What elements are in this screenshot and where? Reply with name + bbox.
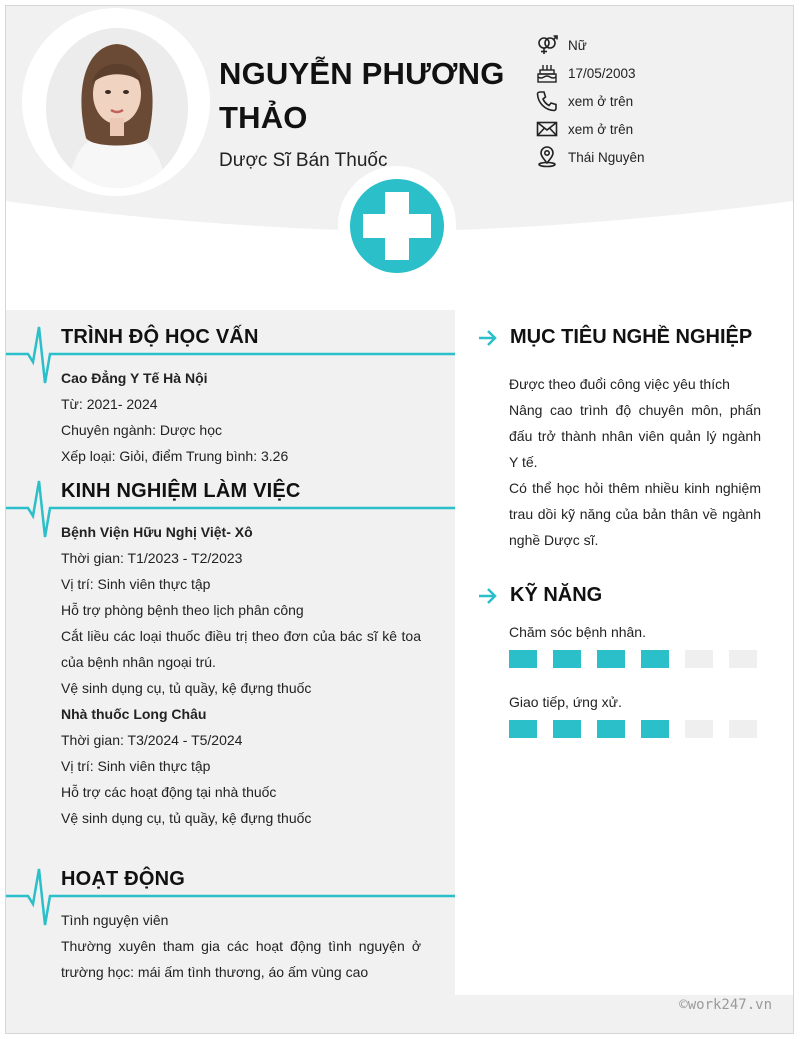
skill-bar-filled [597, 720, 625, 738]
envelope-icon [536, 118, 568, 140]
education-major: Chuyên ngành: Dược học [61, 422, 222, 438]
objective-title: MỤC TIÊU NGHỀ NGHIỆP [510, 326, 753, 348]
job-time: Thời gian: T1/2023 - T2/2023 [61, 550, 243, 566]
arrow-right-icon [478, 329, 498, 347]
birthday-value: 17/05/2003 [568, 65, 636, 81]
skill-bar-filled [641, 720, 669, 738]
skill-bar-filled [509, 720, 537, 738]
job-position: Vị trí: Sinh viên thực tập [61, 758, 211, 774]
objective-line: Nâng cao trình độ chuyên môn, phấn đấu trở thành nhân viên quản lý ngành Y tế. [509, 402, 761, 470]
address-value: Thái Nguyên [568, 149, 645, 165]
education-school: Cao Đẳng Y Tế Hà Nội [61, 370, 208, 386]
job-title: Dược Sĩ Bán Thuốc [219, 150, 388, 171]
job-time: Thời gian: T3/2024 - T5/2024 [61, 732, 243, 748]
info-address [536, 143, 786, 171]
gender-icon [536, 34, 568, 56]
email-value: xem ở trên [568, 121, 634, 137]
job-duty: Hỗ trợ phòng bệnh theo lịch phân công [61, 602, 304, 618]
activity-description: Thường xuyên tham gia các hoạt động tình nguyện ở trường học: mái ấm tình thương, áo ấm vùng cao [61, 938, 421, 980]
job-company: Bệnh Viện Hữu Nghị Việt- Xô [61, 524, 253, 540]
watermark: ©work247.vn [679, 997, 772, 1013]
info-gender [536, 31, 786, 59]
objective-line: Có thể học hỏi thêm nhiều kinh nghiệm trau dồi kỹ năng của bản thân về ngành nghề Dược sĩ. [509, 480, 761, 548]
skill-bar-empty [685, 650, 713, 668]
skill-bar-filled [597, 650, 625, 668]
info-phone [536, 87, 786, 115]
job-position: Vị trí: Sinh viên thực tập [61, 576, 211, 592]
activities-title: HOẠT ĐỘNG [61, 868, 186, 890]
job-company: Nhà thuốc Long Châu [61, 706, 207, 722]
objective-line: Được theo đuổi công việc yêu thích [509, 376, 730, 392]
skills-title: KỸ NĂNG [510, 584, 603, 606]
job-duty: Vệ sinh dụng cụ, tủ quầy, kệ đựng thuốc [61, 680, 312, 696]
location-pin-icon [536, 146, 568, 168]
job-duty: Cắt liều các loại thuốc điều trị theo đơn của bác sĩ kê toa của bệnh nhân ngoại trú. [61, 628, 421, 670]
skill-bar-filled [509, 650, 537, 668]
job-duty: Hỗ trợ các hoạt động tại nhà thuốc [61, 784, 277, 800]
skill-bar-empty [729, 720, 757, 738]
skill-rating [509, 650, 773, 668]
education-title: TRÌNH ĐỘ HỌC VẤN [61, 326, 259, 348]
skill-rating [509, 720, 773, 738]
phone-value: xem ở trên [568, 93, 634, 109]
education-period: Từ: 2021- 2024 [61, 396, 158, 412]
activity-role: Tình nguyện viên [61, 912, 169, 928]
job-duty: Vệ sinh dụng cụ, tủ quầy, kệ đựng thuốc [61, 810, 312, 826]
candidate-name: NGUYỄN PHƯƠNG THẢO [219, 56, 505, 135]
info-birthday [536, 59, 786, 87]
arrow-right-icon [478, 587, 498, 605]
skill-bar-empty [685, 720, 713, 738]
footer-band [6, 995, 793, 1033]
skill-bar-empty [729, 650, 757, 668]
skill-name: Chăm sóc bệnh nhân. [509, 624, 646, 640]
skill-bar-filled [553, 650, 581, 668]
avatar [46, 28, 188, 188]
skill-bar-filled [553, 720, 581, 738]
experience-title: KINH NGHIỆM LÀM VIỆC [61, 480, 301, 502]
info-email [536, 115, 786, 143]
skill-name: Giao tiếp, ứng xử. [509, 694, 622, 710]
phone-icon [536, 90, 568, 112]
birthday-cake-icon [536, 62, 568, 84]
contact-info [536, 31, 786, 171]
skill-bar-filled [641, 650, 669, 668]
education-grade: Xếp loại: Giỏi, điểm Trung bình: 3.26 [61, 448, 289, 464]
medical-cross-icon [350, 179, 444, 273]
gender-value: Nữ [568, 37, 587, 53]
